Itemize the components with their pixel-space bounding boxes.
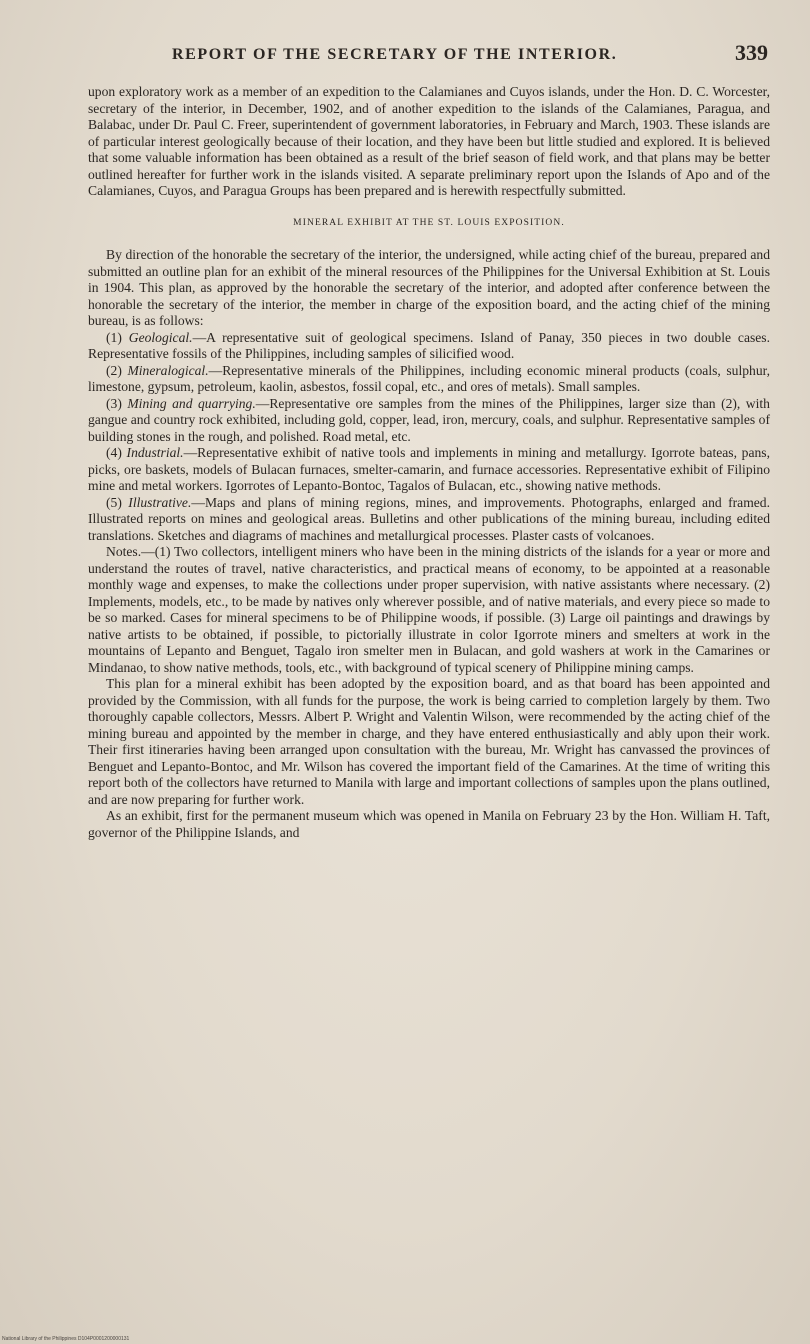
item-text: —Representative exhibit of native tools and implements in mining and metallurgy. Igorrote bateas, pans, picks, ore baskets, models of Bulacan furnaces, smelter-camarin, and furnace accessories. Representative exhibit of Filipino mine and metal workers. Igorrotes of Lepanto-Bontoc, Tagalos of Bulacan, etc., showing native methods.	[88, 445, 770, 493]
body-text	[88, 84, 770, 841]
list-item	[88, 330, 770, 363]
item-text: —Maps and plans of mining regions, mines, and improvements. Photographs, enlarged and framed. Illustrated reports on mines and geological areas. Bulletins and other publications of the mining bureau, including edited translations. Sketches and diagrams of machines and metallurgical processes. Plaster casts of volcanoes.	[88, 494, 770, 543]
final-paragraph: As an exhibit, first for the permanent museum which was opened in Manila on February 23 by the Hon. William H. Taft, governor of the Philippine Islands, and	[88, 808, 770, 840]
item-text: —Representative minerals of the Philippines, including economic mineral products (coals, sulphur, limestone, gypsum, petroleum, kaolin, asbestos, fossil copal, etc., and ores of metals). Small samples.	[88, 362, 770, 394]
item-lead: Mineralogical.	[127, 362, 209, 378]
item-lead: Mining and quarrying.	[127, 395, 256, 411]
list-item	[88, 396, 770, 446]
list-item	[88, 363, 770, 396]
item-lead: Illustrative.	[128, 494, 192, 510]
item-number: (3)	[106, 395, 122, 411]
plan-paragraph: This plan for a mineral exhibit has been adopted by the exposition board, and as that board has been appointed and provided by the Commission, with all funds for the purpose, the work is being carried to completion largely by them. Two thoroughly capable collectors, Messrs. Albert P. Wright and Valentin Wilson, were recommended by the acting chief of the mining bureau and appointed by the member in charge, and they have entered enthusiastically and ably upon their work. Their first itineraries having been arranged upon consultation with the bureau, Mr. Wright has canvassed the provinces of Benguet and Lepanto-Bontoc, and Mr. Wilson has covered the important field of the Camarines. At the time of writing this report both of the collectors have returned to Manila with large and important collections of samples upon the plans outlined, and are now preparing for further work.	[88, 676, 770, 807]
running-head	[88, 40, 768, 70]
running-title: REPORT OF THE SECRETARY OF THE INTERIOR.	[172, 46, 618, 63]
item-text: —A representative suit of geological specimens. Island of Panay, 350 pieces in two double cases. Representative fossils of the Philippines, including samples of silicified wood.	[88, 329, 770, 361]
notes-paragraph: Notes.—(1) Two collectors, intelligent miners who have been in the mining districts of the islands for a year or more and understand the routes of travel, native characteristics, and practical means of economy, to be appointed at a reasonable monthly wage and expenses, to make the collections under proper supervision, with native assistants where necessary. (2) Implements, models, etc., to be made by natives only wherever possible, and of native materials, and every piece so made to be so marked. Cases for mineral specimens to be of Philippine woods, if possible. (3) Large oil paintings and drawings by native artists to be obtained, if possible, to pictorially illustrate in color Igorrote miners and smelters at work in the mountains of Lepanto and Benguet, Tagalo iron smelter men in Bulacan, and gold washers at work in the Camarines or Mindanao, to show native methods, tools, etc., with background of typical scenery of Philippine mining camps.	[88, 544, 770, 675]
list-item	[88, 445, 770, 495]
item-number: (1)	[106, 329, 122, 345]
item-text: —Representative ore samples from the mines of the Philippines, larger size than (2), with gangue and country rock exhibited, including gold, copper, lead, iron, mercury, coals, and sulphur. Representative samples of building stones in the rough, and polished. Road metal, etc.	[88, 395, 770, 444]
list-item	[88, 495, 770, 545]
item-lead: Industrial.	[126, 445, 184, 460]
intro-paragraph: upon exploratory work as a member of an expedition to the Calamianes and Cuyos islands, under the Hon. D. C. Worcester, secretary of the interior, in December, 1902, and of another expedition to the islands of the Calamianes, Paragua, and Balabac, under Dr. Paul C. Freer, superintendent of government laboratories, in February and March, 1903. These islands are of particular interest geologically because of their location, and they have been but little studied and explored. It is believed that some valuable information has been obtained as a result of the brief season of field work, and that plans may be better outlined hereafter for further work in the islands visited. A separate preliminary report upon the Islands of Apo and of the Calamianes, Cuyos, and Paragua Groups has been prepared and is herewith respectfully submitted.	[88, 84, 770, 198]
item-number: (2)	[106, 362, 122, 378]
section-heading: MINERAL EXHIBIT AT THE ST. LOUIS EXPOSITION.	[293, 217, 565, 228]
item-lead: Geological.	[128, 329, 193, 345]
direction-paragraph: By direction of the honorable the secretary of the interior, the undersigned, while acting chief of the bureau, prepared and submitted an outline plan for an exhibit of the mineral resources of the Philippines for the Universal Exhibition at St. Louis in 1904. This plan, as approved by the honorable the secretary of the interior, and adopted after conference between the honorable the secretary of the interior, the member in charge of the exposition board, and the acting chief of the mining bureau, is as follows:	[88, 247, 770, 328]
item-number: (5)	[106, 494, 122, 510]
item-number: (4)	[106, 445, 122, 460]
page-number: 339	[735, 40, 768, 65]
scan-footer: National Library of the Philippines D104P0001200000131	[2, 1336, 130, 1342]
